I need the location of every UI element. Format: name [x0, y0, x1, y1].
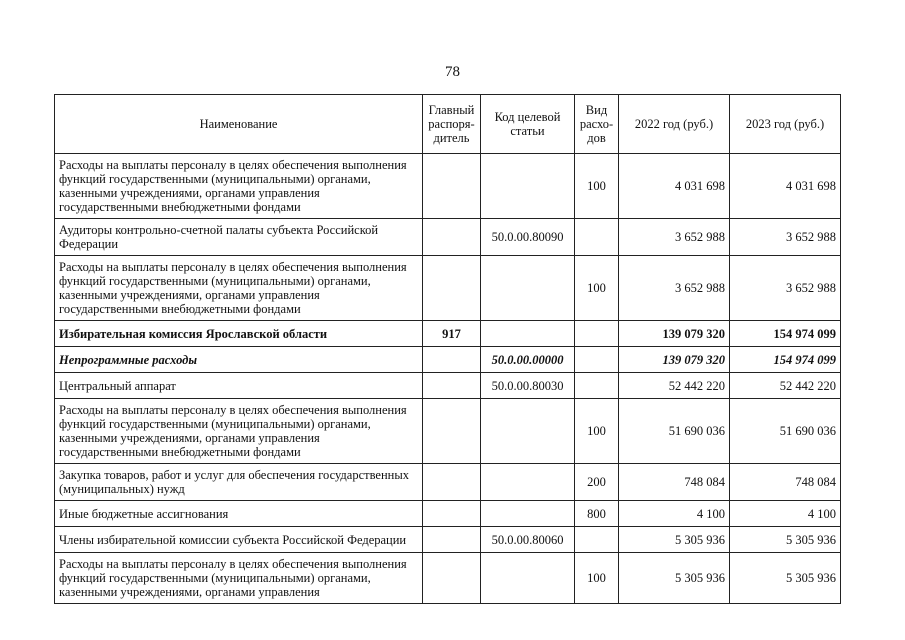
table-row	[55, 399, 841, 464]
cell-vid	[575, 321, 619, 347]
cell-2022: 139 079 320	[619, 347, 730, 373]
table-row	[55, 373, 841, 399]
cell-code	[481, 256, 575, 321]
cell-grbs	[423, 464, 481, 501]
cell-code	[481, 399, 575, 464]
cell-code: 50.0.00.80060	[481, 527, 575, 553]
cell-vid	[575, 527, 619, 553]
cell-2023: 5 305 936	[730, 527, 841, 553]
cell-code	[481, 464, 575, 501]
cell-name: Иные бюджетные ассигнования	[55, 501, 423, 527]
header-code: Код целевой статьи	[481, 95, 575, 154]
table-row	[55, 219, 841, 256]
cell-code	[481, 501, 575, 527]
cell-vid	[575, 373, 619, 399]
header-2022: 2022 год (руб.)	[619, 95, 730, 154]
cell-2022: 3 652 988	[619, 256, 730, 321]
table-row	[55, 347, 841, 373]
cell-2022: 5 305 936	[619, 553, 730, 604]
cell-grbs	[423, 527, 481, 553]
cell-name: Центральный аппарат	[55, 373, 423, 399]
cell-2022: 748 084	[619, 464, 730, 501]
cell-2022: 51 690 036	[619, 399, 730, 464]
cell-name: Расходы на выплаты персоналу в целях обеспечения выполнения функций государственными (муниципальными) органами, казенными учреждениями, органами управления государственными внебюджетными фондами	[55, 256, 423, 321]
cell-grbs	[423, 399, 481, 464]
table-row	[55, 501, 841, 527]
cell-code	[481, 553, 575, 604]
cell-2023: 5 305 936	[730, 553, 841, 604]
table-row	[55, 256, 841, 321]
cell-2022: 52 442 220	[619, 373, 730, 399]
cell-name: Расходы на выплаты персоналу в целях обеспечения выполнения функций государственными (муниципальными) органами, казенными учреждениями, органами управления государственными внебюджетными фондами	[55, 399, 423, 464]
cell-grbs: 917	[423, 321, 481, 347]
table-row	[55, 464, 841, 501]
cell-2023: 3 652 988	[730, 219, 841, 256]
header-name: Наименование	[55, 95, 423, 154]
cell-vid: 100	[575, 154, 619, 219]
cell-code	[481, 321, 575, 347]
budget-table	[54, 94, 841, 604]
cell-grbs	[423, 347, 481, 373]
cell-grbs	[423, 256, 481, 321]
cell-code: 50.0.00.80030	[481, 373, 575, 399]
cell-2023: 748 084	[730, 464, 841, 501]
cell-grbs	[423, 501, 481, 527]
cell-2022: 139 079 320	[619, 321, 730, 347]
cell-2022: 5 305 936	[619, 527, 730, 553]
header-grbs: Главный распоря-дитель	[423, 95, 481, 154]
cell-name: Аудиторы контрольно-счетной палаты субъекта Российской Федерации	[55, 219, 423, 256]
cell-grbs	[423, 219, 481, 256]
cell-2023: 3 652 988	[730, 256, 841, 321]
cell-name: Избирательная комиссия Ярославской области	[55, 321, 423, 347]
cell-vid: 100	[575, 256, 619, 321]
table-header-row	[55, 95, 841, 154]
table-row	[55, 154, 841, 219]
page-number: 78	[445, 64, 460, 80]
cell-2023: 4 031 698	[730, 154, 841, 219]
header-2023: 2023 год (руб.)	[730, 95, 841, 154]
table-row	[55, 553, 841, 604]
cell-2023: 52 442 220	[730, 373, 841, 399]
cell-grbs	[423, 553, 481, 604]
cell-2023: 154 974 099	[730, 347, 841, 373]
cell-2022: 3 652 988	[619, 219, 730, 256]
cell-2023: 51 690 036	[730, 399, 841, 464]
cell-2022: 4 031 698	[619, 154, 730, 219]
cell-vid	[575, 347, 619, 373]
cell-vid: 200	[575, 464, 619, 501]
cell-name: Члены избирательной комиссии субъекта Российской Федерации	[55, 527, 423, 553]
cell-vid: 100	[575, 399, 619, 464]
cell-vid: 800	[575, 501, 619, 527]
cell-code: 50.0.00.00000	[481, 347, 575, 373]
cell-2023: 154 974 099	[730, 321, 841, 347]
header-vid: Вид расхо-дов	[575, 95, 619, 154]
table-row	[55, 321, 841, 347]
cell-name: Расходы на выплаты персоналу в целях обеспечения выполнения функций государственными (муниципальными) органами, казенными учреждениями, органами управления	[55, 553, 423, 604]
cell-grbs	[423, 154, 481, 219]
cell-name: Закупка товаров, работ и услуг для обеспечения государственных (муниципальных) нужд	[55, 464, 423, 501]
cell-2022: 4 100	[619, 501, 730, 527]
cell-name: Расходы на выплаты персоналу в целях обеспечения выполнения функций государственными (муниципальными) органами, казенными учреждениями, органами управления государственными внебюджетными фондами	[55, 154, 423, 219]
cell-name: Непрограммные расходы	[55, 347, 423, 373]
cell-vid: 100	[575, 553, 619, 604]
cell-code: 50.0.00.80090	[481, 219, 575, 256]
cell-grbs	[423, 373, 481, 399]
cell-code	[481, 154, 575, 219]
cell-vid	[575, 219, 619, 256]
cell-2023: 4 100	[730, 501, 841, 527]
table-row	[55, 527, 841, 553]
